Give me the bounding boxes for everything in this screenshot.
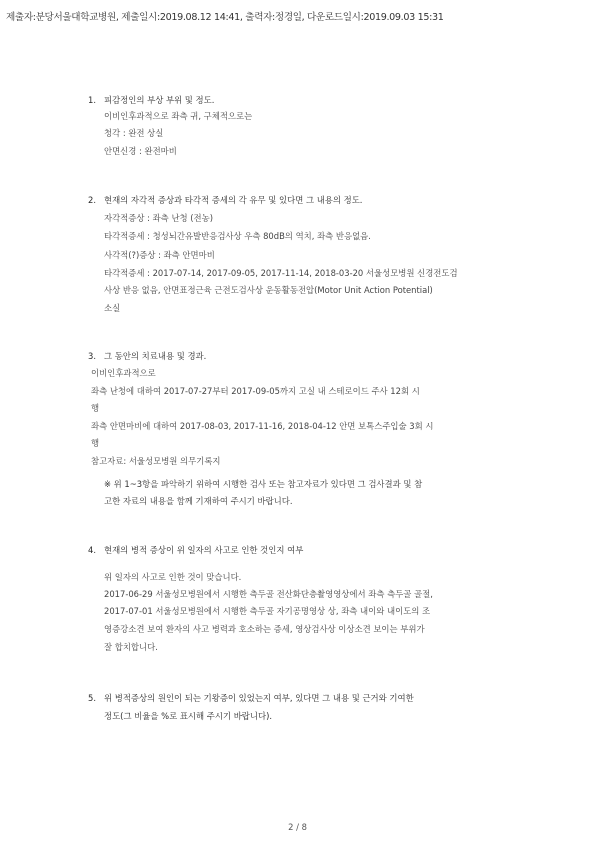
page-number: 2 / 8 <box>288 822 307 832</box>
answer-line: 이비인후과적으로 <box>91 368 156 378</box>
question-number: 4. <box>88 545 96 555</box>
answer-line: 타각적증세 : 2017-07-14, 2017-09-05, 2017-11-14, 2018-03-20 서울성모병원 신경전도검 <box>104 268 458 278</box>
answer-line: 청각 : 완전 상실 <box>104 128 164 138</box>
question-title: 현재의 병적 증상이 위 일자의 사고로 인한 것인지 여부 <box>104 545 304 555</box>
answer-line: 사상 반응 없음, 안면표정근육 근전도검사상 운동활동전압(Motor Unit Action Potential) <box>104 285 433 295</box>
answer-line: 2017-06-29 서울성모병원에서 시행한 측두골 전산화단층촬영영상에서 좌측 측두골 골절, <box>104 589 433 599</box>
answer-line: 잘 합치합니다. <box>104 642 158 652</box>
question-title: 그 동안의 치료내용 및 경과. <box>104 351 207 361</box>
answer-line: 좌측 안면마비에 대하여 2017-08-03, 2017-11-16, 2018-04-12 안면 보톡스주입술 3회 시 <box>91 421 434 431</box>
answer-line: 행 <box>91 438 100 448</box>
answer-line: 영증강소견 보여 환자의 사고 병력과 호소하는 증세, 영상검사상 이상소견 보이는 부위가 <box>104 624 425 634</box>
question-number: 3. <box>88 351 96 361</box>
answer-line: 정도(그 비율을 %로 표시해 주시기 바랍니다). <box>104 711 272 721</box>
answer-line: 행 <box>91 403 100 413</box>
answer-line: 자각적증상 : 좌측 난청 (전농) <box>104 213 213 223</box>
answer-line: 안면신경 : 완전마비 <box>104 146 177 156</box>
answer-line: 타각적증세 : 청성뇌간유발반응검사상 우측 80dB의 역치, 좌측 반응없음. <box>104 231 371 241</box>
answer-line: 소실 <box>104 303 121 313</box>
answer-line: 위 일자의 사고로 인한 것이 맞습니다. <box>104 572 242 582</box>
instruction-note: ※ 위 1~3항을 파악하기 위하여 시행한 검사 또는 참고자료가 있다면 그 검사결과 및 참 <box>104 479 423 489</box>
question-title: 피감정인의 부상 부위 및 정도. <box>104 95 215 105</box>
answer-line: 2017-07-01 서울성모병원에서 시행한 측두골 자기공명영상 상, 좌측 내이와 내이도의 조 <box>104 606 431 616</box>
question-number: 2. <box>88 195 96 205</box>
answer-line: 사각적(?)증상 : 좌측 안면마비 <box>104 250 215 260</box>
question-number: 5. <box>88 693 96 703</box>
document-header: 제출자:분당서울대학교병원, 제출일시:2019.08.12 14:41, 출력자:정경일, 다운로드일시:2019.09.03 15:31 <box>6 12 444 23</box>
question-title: 위 병적증상의 원인이 되는 기왕증이 있었는지 여부, 있다면 그 내용 및 근거와 기여한 <box>104 693 414 703</box>
question-number: 1. <box>88 95 96 105</box>
question-title: 현재의 자각적 증상과 타각적 증세의 각 유무 및 있다면 그 내용의 정도. <box>104 195 363 205</box>
answer-line: 좌측 난청에 대하여 2017-07-27부터 2017-09-05까지 고실 내 스테로이드 주사 12회 시 <box>91 386 420 396</box>
answer-line: 이비인후과적으로 좌측 귀, 구체적으로는 <box>104 111 253 121</box>
instruction-note: 고한 자료의 내용을 함께 기재하여 주시기 바랍니다. <box>104 496 293 506</box>
answer-line: 참고자료: 서울성모병원 의무기록지 <box>91 456 221 466</box>
